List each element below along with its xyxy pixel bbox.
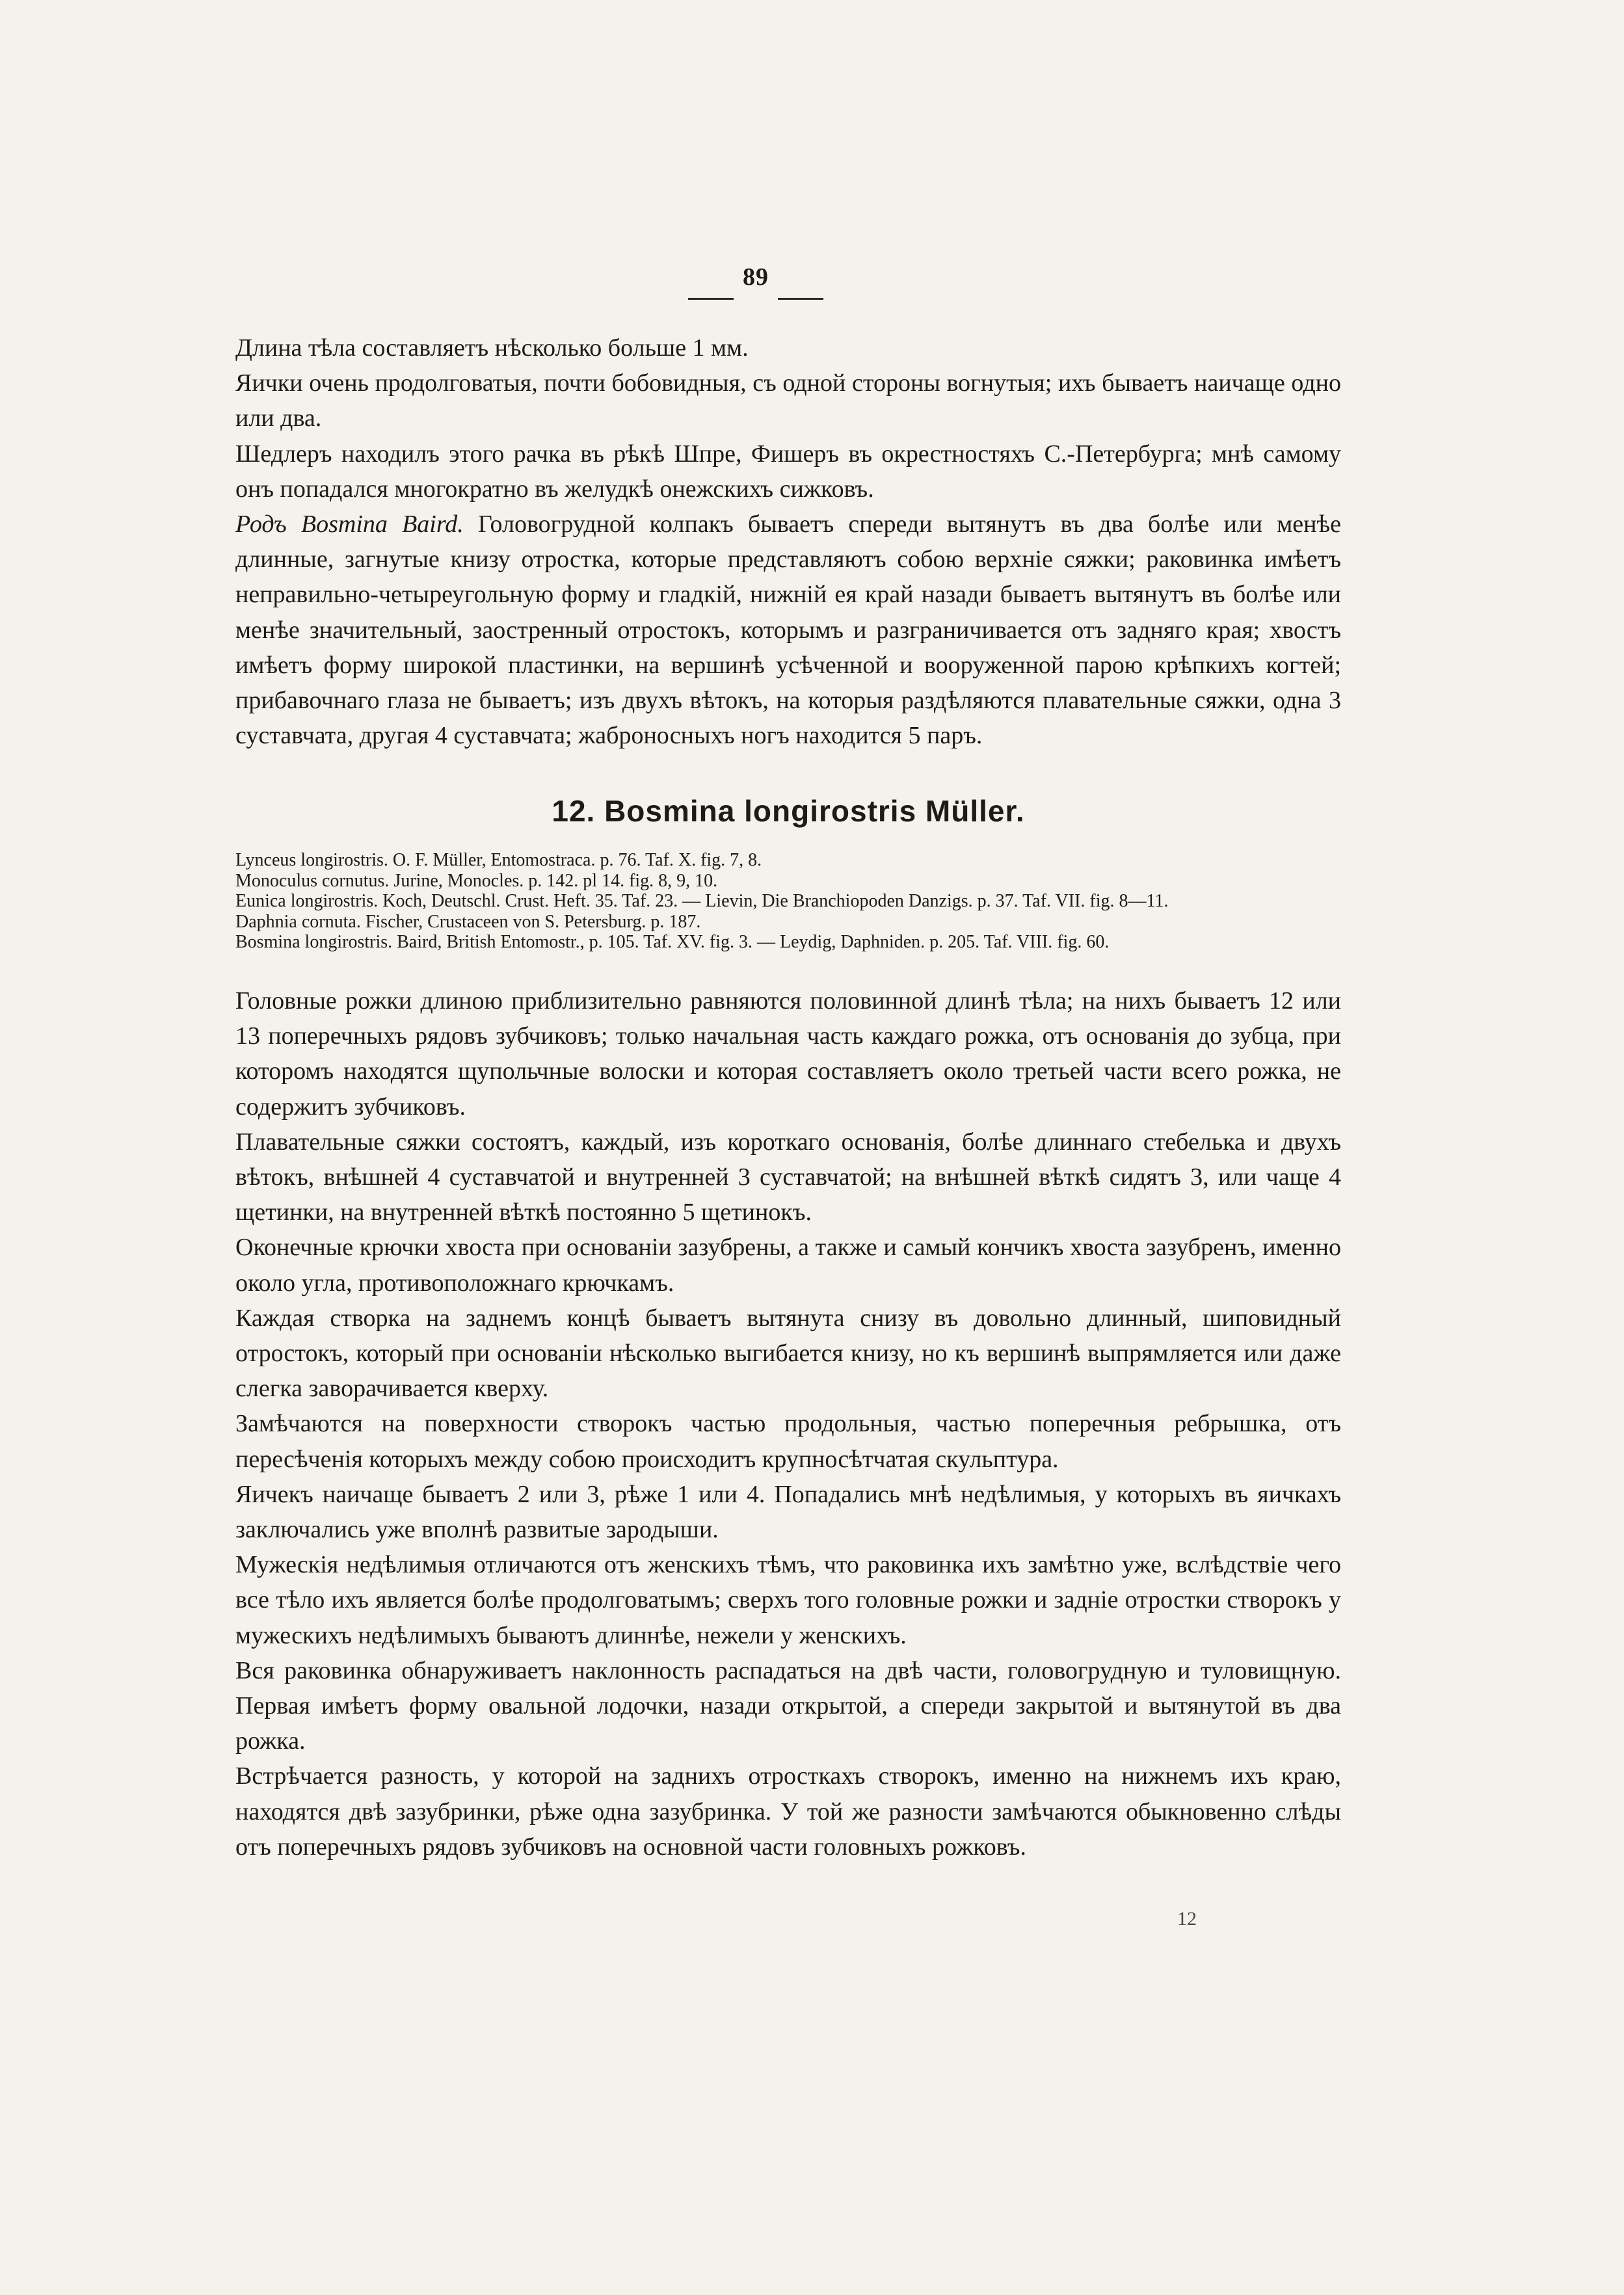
page-number: 89 [743, 263, 769, 291]
reference-item: Lynceus longirostris. O. F. Müller, Entomostraca. p. 76. Taf. X. fig. 7, 8. [235, 850, 762, 870]
reference-item: Bosmina longirostris. Baird, British Entomostr., p. 105. Taf. XV. fig. 3. — Leydig, Daphniden. p. 205. Taf. VIII. fig. 60. [235, 932, 1110, 952]
species-description-block [235, 983, 1341, 1864]
paragraph-valve-spine: Каждая створка на заднемъ концѣ бываетъ вытянута снизу въ довольно длинный, шиповидный отростокъ, который при основаніи нѣсколько выгибается книзу, но къ вершинѣ выпрямляется или даже слегка заворачивается кверху. [235, 1304, 1341, 1403]
paragraph-antennules: Головные рожки длиною приблизительно равняются половинной длинѣ тѣла; на нихъ бываетъ 12 или 13 поперечныхъ рядовъ зубчиковъ; только начальная часть каждаго рожка, отъ основанія до зубца, при которомъ находятся щупольчные волоски и которая составляетъ около третьей части всего рожка, не содержитъ зубчиковъ. [235, 987, 1341, 1121]
synonymy-references [235, 850, 1341, 953]
reference-item: Monoculus cornutus. Jurine, Monocles. p. 142. pl 14. fig. 8, 9, 10. [235, 870, 718, 891]
reference-item: Eunica longirostris. Koch, Deutschl. Crust. Heft. 35. Taf. 23. — Lievin, Die Branchiopoden Danzigs. p. 37. Taf. VII. fig. 8—11. [235, 891, 1169, 911]
page-number-rule-right [778, 298, 823, 300]
reference-item: Daphnia cornuta. Fischer, Crustaceen von S. Petersburg. p. 187. [235, 911, 701, 932]
genus-lead: Родъ Bosmina Baird. [235, 511, 464, 538]
paragraph-sculpture: Замѣчаются на поверхности створокъ частью продольныя, частью поперечныя ребрышка, отъ пересѣченія которыхъ между собою происходитъ крупносѣтчатая скульптура. [235, 1410, 1341, 1473]
paragraph-tail-hooks: Оконечные крючки хвоста при основаніи зазубрены, а также и самый кончикъ хвоста зазубренъ, именно около угла, противоположнаго крючкамъ. [235, 1234, 1341, 1297]
genus-description: Головогрудной колпакъ бываетъ спереди вытянутъ въ два болѣе или менѣе длинные, загнутые книзу отростка, которые представляютъ собою верхніе сяжки; раковинка имѣетъ неправильно-четыреугольную форму и гладкій, нижній ея край назади бываетъ вытянутъ въ болѣе или менѣе значительный, заостренный отростокъ, которымъ и разграничивается отъ задняго края; хвостъ имѣетъ форму широкой пластинки, на вершинѣ усѣченной и вооруженной парою крѣпкихъ когтей; прибавочнаго глаза не бываетъ; изъ двухъ вѣтокъ, на которыя раздѣляются плавательные сяжки, одна 3 суставчата, другая 4 суставчата; жаброносныхъ ногъ находится 5 паръ. [235, 511, 1341, 750]
paragraph-egg-count: Яичекъ наичаще бываетъ 2 или 3, рѣже 1 или 4. Попадались мнѣ недѣлимыя, у которыхъ въ яичкахъ заключались уже вполнѣ развитые зародыши. [235, 1480, 1341, 1544]
signature-mark: 12 [1177, 1908, 1197, 1930]
page-number-rule-left [688, 298, 734, 300]
paragraph-variety: Встрѣчается разность, у которой на заднихъ отросткахъ створокъ, именно на нижнемъ ихъ краю, находятся двѣ зазубринки, рѣже одна зазубринка. У той же разности замѣчаются обыкновенно слѣды отъ поперечныхъ рядовъ зубчиковъ на основной части головныхъ рожковъ. [235, 1762, 1341, 1861]
paragraph-genus [235, 507, 1341, 753]
paragraph-distribution: Шедлеръ находилъ этого рачка въ рѣкѣ Шпре, Фишеръ въ окрестностяхъ С.-Петербурга; мнѣ самому онъ попадался многократно въ желудкѣ онежскихъ сижковъ. [235, 440, 1341, 503]
paragraph-shell-division: Вся раковинка обнаруживаетъ наклонность распадаться на двѣ части, головогрудную и туловищную. Первая имѣетъ форму овальной лодочки, назади открытой, а спереди закрытой и вытянутой въ два рожка. [235, 1656, 1341, 1755]
paragraph-body-length: Длина тѣла составляетъ нѣсколько больше 1 мм. [235, 334, 749, 362]
paragraph-males: Мужескія недѣлимыя отличаются отъ женскихъ тѣмъ, что раковинка ихъ замѣтно уже, вслѣдствіе чего все тѣло ихъ является болѣе продолговатымъ; сверхъ того головные рожки и задніе отростки створокъ у мужескихъ недѣлимыхъ бываютъ длиннѣе, нежели у женскихъ. [235, 1551, 1341, 1649]
paragraph-eggs: Яички очень продолговатыя, почти бобовидныя, съ одной стороны вогнутыя; ихъ бываетъ наичаще одно или два. [235, 369, 1341, 432]
paragraph-swimming-antennae: Плавательные сяжки состоятъ, каждый, изъ короткаго основанія, болѣе длиннаго стебелька и двухъ вѣтокъ, внѣшней 4 суставчатой и внутренней 3 суставчатой; на внѣшней вѣткѣ сидятъ 3, или чаще 4 щетинки, на внутренней вѣткѣ постоянно 5 щетинокъ. [235, 1128, 1341, 1227]
top-text-block [235, 330, 1341, 753]
species-heading: 12. Bosmina longirostris Müller. [552, 794, 1025, 828]
